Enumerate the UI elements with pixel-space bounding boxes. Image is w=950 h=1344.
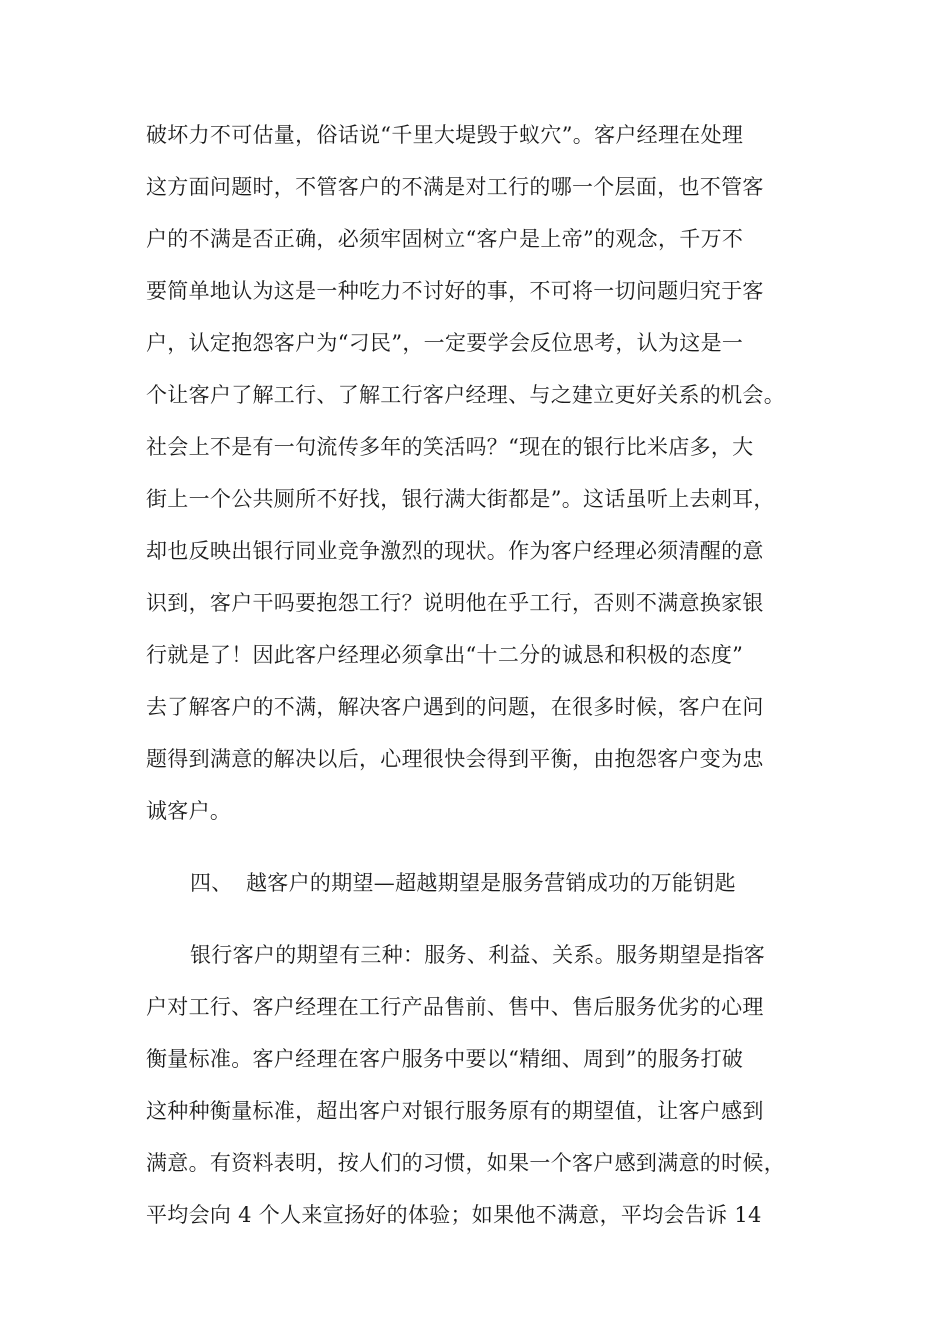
paragraph-line: 银行客户的期望有三种：服务、利益、关系。服务期望是指客 <box>190 943 766 967</box>
paragraph-line: 却也反映出银行同业竞争激烈的现状。作为客户经理必须清醒的意 <box>146 539 764 563</box>
paragraph-line: 户，认定抱怨客户为“刁民”，一定要学会反位思考，认为这是一 <box>146 331 744 355</box>
paragraph-line: 要简单地认为这是一种吃力不讨好的事，不可将一切问题归究于客 <box>146 279 764 303</box>
section-title: 越客户的期望—超越期望是服务营销成功的万能钥匙 <box>246 871 736 895</box>
paragraph-line: 识到，客户干吗要抱怨工行？说明他在乎工行，否则不满意换家银 <box>146 591 764 615</box>
section-heading <box>190 868 790 898</box>
section-number: 四、 <box>190 871 233 895</box>
paragraph-line: 行就是了！因此客户经理必须拿出“十二分的诚恳和积极的态度” <box>146 643 744 667</box>
paragraph-line: 诚客户。 <box>146 799 232 823</box>
paragraph-line: 户对工行、客户经理在工行产品售前、售中、售后服务优劣的心理 <box>146 995 764 1019</box>
paragraph-line: 个让客户了解工行、了解工行客户经理、与之建立更好关系的机会。 <box>146 383 785 407</box>
paragraph-line: 平均会向 4 个人来宣扬好的体验；如果他不满意，平均会告诉 14 <box>146 1203 762 1227</box>
paragraph-line: 去了解客户的不满，解决客户遇到的问题，在很多时候，客户在问 <box>146 695 764 719</box>
paragraph-line: 满意。有资料表明，按人们的习惯，如果一个客户感到满意的时候， <box>146 1151 785 1175</box>
paragraph-line: 题得到满意的解决以后，心理很快会得到平衡，由抱怨客户变为忠 <box>146 747 764 771</box>
paragraph-line: 户的不满是否正确，必须牢固树立“客户是上帝”的观念，千万不 <box>146 227 744 251</box>
paragraph-line: 破坏力不可估量，俗话说“千里大堤毁于蚁穴”。客户经理在处理 <box>146 123 744 147</box>
paragraph-line: 这方面问题时，不管客户的不满是对工行的哪一个层面，也不管客 <box>146 175 764 199</box>
paragraph-line: 这种种衡量标准，超出客户对银行服务原有的期望值，让客户感到 <box>146 1099 764 1123</box>
paragraph-line: 街上一个公共厕所不好找，银行满大街都是”。这话虽听上去刺耳， <box>146 487 775 511</box>
paragraph-line: 社会上不是有一句流传多年的笑活吗？“现在的银行比米店多，大 <box>146 435 754 459</box>
paragraph-line: 衡量标准。客户经理在客户服务中要以“精细、周到”的服务打破 <box>146 1047 744 1071</box>
